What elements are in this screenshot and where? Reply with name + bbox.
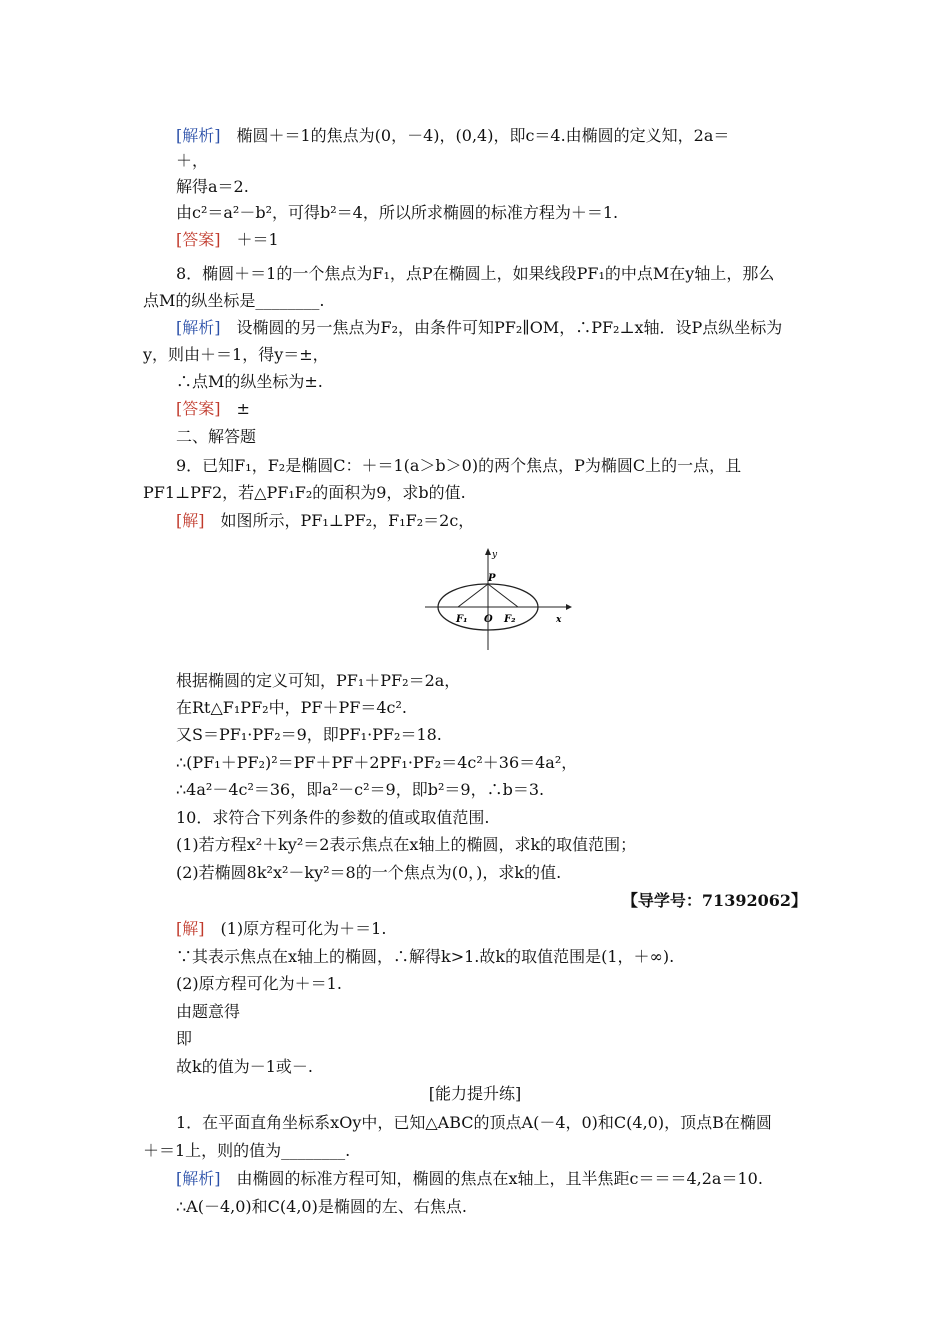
- text-line: 解得a＝2.: [176, 177, 249, 196]
- text-line: ∴4a²－4c²＝36，即a²－c²＝9，即b²＝9，∴b＝3.: [176, 780, 545, 799]
- text-line: y，则由＋＝1，得y＝±，: [143, 345, 329, 364]
- text-line: ∴点M的纵坐标为±.: [176, 372, 323, 391]
- label-f1: F₁: [456, 614, 468, 625]
- question-10: 10．求符合下列条件的参数的值或取值范围.: [176, 808, 490, 827]
- answer-tag: [答案]: [176, 399, 221, 418]
- question-10-part-2: (2)若椭圆8k²x²－ky²＝8的一个焦点为(0，)，求k的值.: [176, 863, 562, 882]
- question-10-part-1: (1)若方程x²＋ky²＝2表示焦点在x轴上的椭圆，求k的取值范围；: [176, 835, 637, 854]
- analysis-tag: [解析]: [176, 126, 221, 145]
- analysis-line: [解析] 由椭圆的标准方程可知，椭圆的焦点在x轴上，且半焦距c＝＝＝4,2a＝10.: [176, 1169, 763, 1188]
- solution-tag: [解]: [176, 511, 205, 530]
- text-line: ＋，: [176, 151, 209, 170]
- question-1-cont: ＋＝1上，则的值为________.: [143, 1141, 351, 1160]
- answer-line: [答案] ＋＝1: [176, 230, 279, 249]
- text-line: ∴A(－4,0)和C(4,0)是椭圆的左、右焦点.: [176, 1197, 467, 1216]
- text-line: 即: [176, 1029, 193, 1048]
- label-x: x: [556, 615, 562, 625]
- label-o: O: [484, 614, 493, 625]
- label-f2: F₂: [504, 614, 516, 625]
- solution-tag: [解]: [176, 919, 205, 938]
- question-9-cont: PF1⊥PF2，若△PF₁F₂的面积为9，求b的值.: [143, 483, 466, 502]
- analysis-tag: [解析]: [176, 318, 221, 337]
- text-line: 在Rt△F₁PF₂中，PF＋PF＝4c².: [176, 698, 407, 717]
- text-line: (2)原方程可化为＋＝1.: [176, 974, 342, 993]
- solution-line: [解] (1)原方程可化为＋＝1.: [176, 919, 387, 938]
- label-p: P: [488, 573, 496, 584]
- question-9: 9．已知F₁，F₂是椭圆C：＋＝1(a＞b＞0)的两个焦点，P为椭圆C上的一点，且: [176, 456, 742, 475]
- text-line: ∴(PF₁＋PF₂)²＝PF＋PF＋2PF₁·PF₂＝4c²＋36＝4a²，: [176, 753, 578, 772]
- guide-number: 【导学号：71392062】: [621, 891, 807, 910]
- section-heading: 二、解答题: [176, 427, 257, 446]
- y-axis-arrow: [485, 548, 491, 555]
- solution-line: [解] 如图所示，PF₁⊥PF₂，F₁F₂＝2c，: [176, 511, 475, 530]
- question-8-cont: 点M的纵坐标是________.: [143, 291, 325, 310]
- label-y: y: [492, 550, 498, 560]
- analysis-tag: [解析]: [176, 1169, 221, 1188]
- ellipse-figure: [420, 545, 580, 655]
- text-line: 根据椭圆的定义可知，PF₁＋PF₂＝2a，: [176, 671, 461, 690]
- section-title: [能力提升练]: [428, 1084, 522, 1103]
- text-line: 又S＝PF₁·PF₂＝9，即PF₁·PF₂＝18.: [176, 725, 442, 744]
- answer-tag: [答案]: [176, 230, 221, 249]
- analysis-line-1: [解析] 椭圆＋＝1的焦点为(0，－4)，(0,4)，即c＝4.由椭圆的定义知，2a＝: [176, 126, 730, 145]
- analysis-line: [解析] 设椭圆的另一焦点为F₂，由条件可知PF₂∥OM，∴PF₂⊥x轴．设P点纵坐标为: [176, 318, 783, 337]
- question-8: 8．椭圆＋＝1的一个焦点为F₁，点P在椭圆上，如果线段PF₁的中点M在y轴上，那么: [176, 264, 775, 283]
- text-line: 由题意得: [176, 1002, 241, 1021]
- answer-line: [答案] ±: [176, 399, 250, 418]
- text-line: 由c²＝a²－b²，可得b²＝4，所以所求椭圆的标准方程为＋＝1.: [176, 203, 619, 222]
- text-line: ∵其表示焦点在x轴上的椭圆，∴解得k>1.故k的取值范围是(1，＋∞).: [176, 947, 675, 966]
- text-line: 故k的值为－1或－.: [176, 1057, 313, 1076]
- x-axis-arrow: [566, 604, 572, 610]
- question-1: 1．在平面直角坐标系xOy中，已知△ABC的顶点A(－4，0)和C(4,0)，顶点B在椭圆: [176, 1113, 772, 1132]
